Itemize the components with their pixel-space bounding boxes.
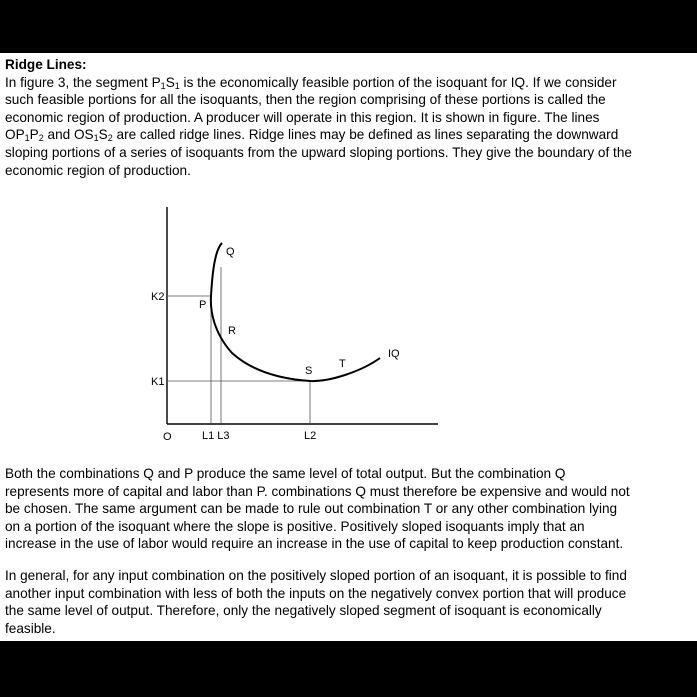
- point-q-label: Q: [226, 246, 235, 258]
- para2-line: on a portion of the isoquant where the slope is positive. Positively sloped isoquants imply that an: [5, 518, 585, 534]
- para2-line: represents more of capital and labor than P. combinations Q must therefore be expensive and would not: [5, 483, 630, 499]
- intro-text: S: [98, 127, 108, 143]
- intro-line-5: sloping portions of a series of isoquants from the upward sloping portions. They give the boundary of the: [5, 144, 632, 160]
- paragraph-3: [5, 567, 689, 637]
- isoquant-diagram: [140, 199, 450, 449]
- k1-label: K1: [151, 376, 165, 388]
- paragraph-2: [5, 465, 689, 553]
- intro-line-6: economic region of production.: [5, 162, 191, 178]
- para2-line: Both the combinations Q and P produce the same level of total output. But the combination Q: [5, 466, 566, 481]
- intro-text: P: [29, 127, 39, 143]
- intro-line-3: economic region of production. A producer will operate in this region. It is shown in figure. The lines: [5, 109, 600, 125]
- document-page: [0, 53, 697, 641]
- l1-l3-label: L1 L3: [202, 430, 230, 442]
- para2-line: increase in the use of labor would require an increase in the use of capital to keep production constant.: [5, 536, 624, 552]
- point-t-label: T: [339, 358, 346, 370]
- intro-text: OP: [5, 127, 25, 143]
- point-r-label: R: [228, 325, 236, 337]
- subscript: 2: [38, 133, 44, 144]
- point-s-label: S: [305, 365, 313, 377]
- isoquant-curve: [211, 243, 380, 381]
- origin-label: O: [163, 431, 172, 443]
- para2-line: be chosen. The same argument can be made to rule out combination T or any other combination lying: [5, 501, 618, 517]
- ridge-lines-section: [5, 56, 689, 179]
- intro-text: are called ridge lines. Ridge lines may be defined as lines separating the downward: [112, 127, 619, 143]
- subscript: 1: [160, 80, 166, 91]
- subscript: 1: [174, 80, 180, 91]
- intro-text: In figure 3, the segment P: [5, 74, 161, 90]
- subscript: 1: [24, 133, 30, 144]
- isoquant-figure: [140, 199, 450, 449]
- l2-label: L2: [304, 430, 317, 442]
- subscript: 1: [93, 133, 99, 144]
- k2-label: K2: [151, 291, 165, 303]
- subscript: 2: [107, 133, 113, 144]
- section-heading: Ridge Lines:: [5, 57, 87, 72]
- intro-text: S: [165, 74, 175, 90]
- intro-line-2: such feasible portions for all the isoquants, then the region comprising of these portions is called the: [5, 92, 606, 108]
- iq-label: IQ: [388, 348, 400, 360]
- para3-line: the same level of output. Therefore, only the negatively sloped segment of isoquant is economically: [5, 603, 602, 619]
- para3-line: feasible.: [5, 620, 56, 636]
- intro-text: and OS: [43, 127, 94, 143]
- para3-line: In general, for any input combination on the positively sloped portion of an isoquant, it is possible to find: [5, 568, 627, 583]
- intro-line-1: [5, 74, 689, 92]
- para3-line: another input combination with less of both the inputs on the negatively convex portion that will produce: [5, 585, 627, 601]
- point-p-label: P: [199, 299, 207, 311]
- intro-text: is the economically feasible portion of the isoquant for IQ. If we consider: [179, 74, 617, 90]
- intro-line-4: [5, 126, 689, 144]
